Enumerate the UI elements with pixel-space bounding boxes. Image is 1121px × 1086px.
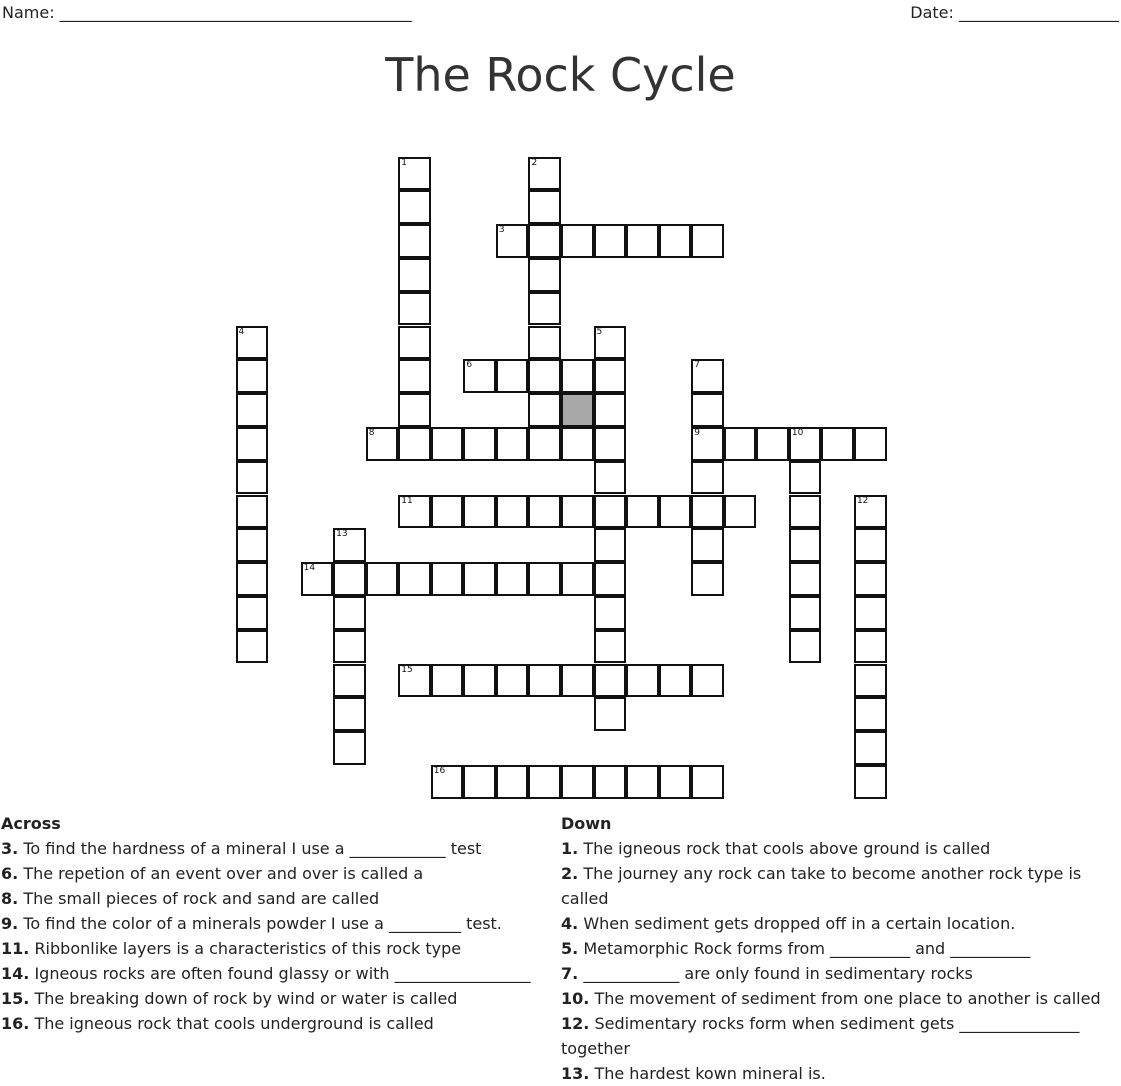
- crossword-cell[interactable]: [398, 292, 431, 326]
- crossword-cell[interactable]: [691, 765, 724, 799]
- crossword-cell[interactable]: [691, 393, 724, 427]
- down-clue: [561, 936, 1101, 961]
- clue-text: When sediment gets dropped off in a certain location.: [583, 914, 1016, 933]
- crossword-cell[interactable]: [854, 697, 887, 731]
- crossword-cell[interactable]: [431, 664, 464, 698]
- down-clue-list: [561, 836, 1101, 1086]
- clue-number: 13: [336, 529, 348, 540]
- crossword-cell[interactable]: [333, 630, 366, 664]
- crossword-cell[interactable]: [528, 427, 561, 461]
- crossword-cell[interactable]: [236, 495, 269, 529]
- down-clue: [561, 836, 1101, 861]
- clue-item-number: 3.: [1, 839, 19, 858]
- crossword-cell[interactable]: [594, 765, 627, 799]
- clue-number: 3: [498, 225, 505, 236]
- crossword-cell[interactable]: [333, 697, 366, 731]
- down-clue: [561, 986, 1101, 1011]
- crossword-cell[interactable]: [333, 596, 366, 630]
- crossword-cell[interactable]: [398, 190, 431, 224]
- crossword-cell[interactable]: [594, 359, 627, 393]
- crossword-cell[interactable]: [431, 765, 464, 799]
- crossword-cell[interactable]: [594, 562, 627, 596]
- clue-number: 12: [856, 495, 869, 506]
- crossword-cell[interactable]: [854, 562, 887, 596]
- clue-text: The small pieces of rock and sand are called: [23, 889, 380, 908]
- crossword-cell[interactable]: [528, 258, 561, 292]
- clue-text: Ribbonlike layers is a characteristics of this rock type: [34, 939, 462, 958]
- crossword-cell[interactable]: [528, 765, 561, 799]
- clue-text: Sedimentary rocks form when sediment gets _______________ together: [561, 1014, 1080, 1058]
- crossword-cell[interactable]: [236, 393, 269, 427]
- crossword-cell[interactable]: [854, 427, 887, 461]
- crossword-cell[interactable]: [561, 562, 594, 596]
- crossword-cell[interactable]: [236, 528, 269, 562]
- clue-item-number: 15.: [1, 989, 30, 1008]
- clue-number: 5: [596, 326, 603, 337]
- crossword-cell[interactable]: [463, 562, 496, 596]
- crossword-cell[interactable]: [398, 359, 431, 393]
- crossword-cell[interactable]: [756, 427, 789, 461]
- crossword-cell[interactable]: [496, 427, 529, 461]
- crossword-cell[interactable]: [528, 562, 561, 596]
- crossword-cell[interactable]: [659, 224, 692, 258]
- crossword-cell[interactable]: [561, 224, 594, 258]
- crossword-cell[interactable]: [626, 224, 659, 258]
- clue-number: 16: [433, 765, 446, 776]
- clue-number: 2: [531, 157, 538, 168]
- crossword-cell[interactable]: [398, 326, 431, 360]
- across-clue: [1, 911, 541, 936]
- down-heading: Down: [561, 814, 612, 833]
- crossword-cell[interactable]: [301, 562, 334, 596]
- crossword-cell[interactable]: [398, 393, 431, 427]
- crossword-cell[interactable]: [594, 495, 627, 529]
- crossword-cell[interactable]: [691, 664, 724, 698]
- crossword-cell[interactable]: [463, 359, 496, 393]
- clue-text: The igneous rock that cools above ground is called: [583, 839, 991, 858]
- clue-text: The repetion of an event over and over is called a: [23, 864, 424, 883]
- crossword-cell[interactable]: [236, 461, 269, 495]
- crossword-cell[interactable]: [398, 664, 431, 698]
- crossword-cell[interactable]: [854, 664, 887, 698]
- clue-text: To find the hardness of a mineral I use a ____________ test: [23, 839, 482, 858]
- down-clue: [561, 861, 1101, 911]
- crossword-cell[interactable]: [854, 528, 887, 562]
- clue-item-number: 12.: [561, 1014, 590, 1033]
- crossword-cell[interactable]: [528, 495, 561, 529]
- clue-item-number: 14.: [1, 964, 30, 983]
- crossword-cell[interactable]: [236, 326, 269, 360]
- crossword-cell[interactable]: [626, 765, 659, 799]
- clue-number: 4: [238, 326, 245, 337]
- crossword-cell[interactable]: [691, 224, 724, 258]
- clue-item-number: 9.: [1, 914, 19, 933]
- crossword-cell[interactable]: [789, 495, 822, 529]
- down-clue: [561, 961, 1101, 986]
- crossword-cell[interactable]: [496, 495, 529, 529]
- clue-item-number: 10.: [561, 989, 590, 1008]
- crossword-cell[interactable]: [528, 664, 561, 698]
- crossword-cell[interactable]: [594, 528, 627, 562]
- crossword-cell[interactable]: [724, 495, 757, 529]
- clue-item-number: 4.: [561, 914, 579, 933]
- crossword-cell[interactable]: [366, 427, 399, 461]
- crossword-cell[interactable]: [691, 528, 724, 562]
- crossword-cell[interactable]: [528, 224, 561, 258]
- crossword-cell[interactable]: [398, 427, 431, 461]
- crossword-cell[interactable]: [594, 664, 627, 698]
- crossword-cell[interactable]: [659, 664, 692, 698]
- crossword-cell[interactable]: [594, 224, 627, 258]
- across-clue: [1, 986, 541, 1011]
- crossword-cell[interactable]: [854, 596, 887, 630]
- crossword-cell[interactable]: [463, 427, 496, 461]
- clue-number: 8: [368, 427, 375, 438]
- crossword-cell[interactable]: [594, 630, 627, 664]
- crossword-cell[interactable]: [561, 664, 594, 698]
- clue-number: 14: [303, 563, 316, 574]
- date-field-line: Date: ____________________: [910, 3, 1119, 22]
- across-clue: [1, 836, 541, 861]
- crossword-cell[interactable]: [789, 461, 822, 495]
- crossword-cell[interactable]: [659, 765, 692, 799]
- across-clue: [1, 1011, 541, 1036]
- crossword-cell[interactable]: [594, 697, 627, 731]
- crossword-cell[interactable]: [463, 495, 496, 529]
- crossword-cell[interactable]: [626, 495, 659, 529]
- crossword-cell[interactable]: [691, 562, 724, 596]
- crossword-cell[interactable]: [789, 528, 822, 562]
- crossword-cell[interactable]: [333, 731, 366, 765]
- crossword-cell[interactable]: [528, 157, 561, 191]
- crossword-cell[interactable]: [496, 359, 529, 393]
- crossword-cell[interactable]: [659, 495, 692, 529]
- clue-number: 15: [401, 664, 413, 675]
- clue-item-number: 5.: [561, 939, 579, 958]
- crossword-cell[interactable]: [431, 562, 464, 596]
- crossword-cell[interactable]: [691, 495, 724, 529]
- crossword-cell[interactable]: [789, 596, 822, 630]
- crossword-cell[interactable]: [431, 495, 464, 529]
- crossword-cell[interactable]: [594, 326, 627, 360]
- crossword-cell[interactable]: [691, 461, 724, 495]
- clue-item-number: 6.: [1, 864, 19, 883]
- crossword-cell[interactable]: [236, 359, 269, 393]
- crossword-cell[interactable]: [561, 359, 594, 393]
- crossword-cell[interactable]: [594, 596, 627, 630]
- clue-text: The igneous rock that cools underground is called: [34, 1014, 434, 1033]
- across-clues: [1, 811, 541, 1036]
- clue-text: Igneous rocks are often found glassy or with _________________: [34, 964, 531, 983]
- crossword-cell[interactable]: [366, 562, 399, 596]
- clue-number: 10: [791, 427, 804, 438]
- across-clue: [1, 861, 541, 886]
- across-clue: [1, 961, 541, 986]
- down-clues: [561, 811, 1101, 1086]
- clue-item-number: 13.: [561, 1064, 590, 1083]
- crossword-cell[interactable]: [821, 427, 854, 461]
- crossword-cell[interactable]: [626, 664, 659, 698]
- crossword-cell[interactable]: [528, 190, 561, 224]
- crossword-cell[interactable]: [496, 765, 529, 799]
- crossword-cell[interactable]: [463, 765, 496, 799]
- clue-item-number: 2.: [561, 864, 579, 883]
- name-field-line: Name: ____________________________________________: [2, 3, 412, 22]
- crossword-cell[interactable]: [691, 427, 724, 461]
- crossword-cell[interactable]: [398, 224, 431, 258]
- down-clue: [561, 1011, 1101, 1061]
- across-clue: [1, 936, 541, 961]
- crossword-cell[interactable]: [333, 664, 366, 698]
- crossword-cell[interactable]: [789, 427, 822, 461]
- crossword-cell[interactable]: [854, 495, 887, 529]
- crossword-cell[interactable]: [398, 495, 431, 529]
- crossword-cell[interactable]: [561, 495, 594, 529]
- crossword-cell[interactable]: [496, 224, 529, 258]
- crossword-cell[interactable]: [594, 393, 627, 427]
- clue-item-number: 11.: [1, 939, 30, 958]
- crossword-cell[interactable]: [398, 562, 431, 596]
- across-heading: Across: [1, 814, 61, 833]
- across-clue: [1, 886, 541, 911]
- across-clue-list: [1, 836, 541, 1036]
- clue-number: 6: [466, 360, 473, 371]
- crossword-cell[interactable]: [431, 427, 464, 461]
- crossword-cell[interactable]: [496, 562, 529, 596]
- crossword-cell[interactable]: [594, 461, 627, 495]
- clue-number: 9: [694, 427, 700, 438]
- crossword-cell[interactable]: [236, 427, 269, 461]
- clue-text: The journey any rock can take to become another rock type is called: [561, 864, 1082, 908]
- crossword-cell[interactable]: [398, 157, 431, 191]
- clue-text: To find the color of a minerals powder I use a _________ test.: [23, 914, 502, 933]
- crossword-cell[interactable]: [854, 765, 887, 799]
- crossword-cell[interactable]: [691, 359, 724, 393]
- clue-number: 11: [401, 495, 413, 506]
- crossword-cell[interactable]: [236, 562, 269, 596]
- clue-number: 1: [401, 157, 407, 168]
- crossword-cell[interactable]: [789, 630, 822, 664]
- crossword-cell[interactable]: [854, 731, 887, 765]
- crossword-cell[interactable]: [236, 596, 269, 630]
- crossword-cell[interactable]: [561, 765, 594, 799]
- crossword-cell[interactable]: [854, 630, 887, 664]
- crossword-cell[interactable]: [528, 292, 561, 326]
- crossword-cell[interactable]: [528, 359, 561, 393]
- page-title: The Rock Cycle: [385, 48, 736, 102]
- crossword-cell[interactable]: [496, 664, 529, 698]
- crossword-cell[interactable]: [789, 562, 822, 596]
- crossword-cell[interactable]: [333, 562, 366, 596]
- crossword-cell[interactable]: [333, 528, 366, 562]
- crossword-cell[interactable]: [594, 427, 627, 461]
- clue-number: 7: [694, 360, 700, 371]
- clue-item-number: 8.: [1, 889, 19, 908]
- clue-item-number: 1.: [561, 839, 579, 858]
- crossword-cell[interactable]: [236, 630, 269, 664]
- crossword-cell[interactable]: [561, 427, 594, 461]
- clue-item-number: 16.: [1, 1014, 30, 1033]
- clue-text: Metamorphic Rock forms from __________ and __________: [583, 939, 1031, 958]
- crossword-cell[interactable]: [463, 664, 496, 698]
- crossword-cell[interactable]: [528, 326, 561, 360]
- crossword-cell[interactable]: [398, 258, 431, 292]
- clue-text: ____________ are only found in sedimentary rocks: [583, 964, 973, 983]
- shaded-cell: [561, 393, 594, 427]
- crossword-cell[interactable]: [724, 427, 757, 461]
- clue-text: The breaking down of rock by wind or water is called: [34, 989, 458, 1008]
- crossword-cell[interactable]: [528, 393, 561, 427]
- down-clue: [561, 911, 1101, 936]
- clue-text: The movement of sediment from one place to another is called: [594, 989, 1101, 1008]
- down-clue: [561, 1061, 1101, 1086]
- clue-item-number: 7.: [561, 964, 579, 983]
- clue-text: The hardest kown mineral is.: [594, 1064, 826, 1083]
